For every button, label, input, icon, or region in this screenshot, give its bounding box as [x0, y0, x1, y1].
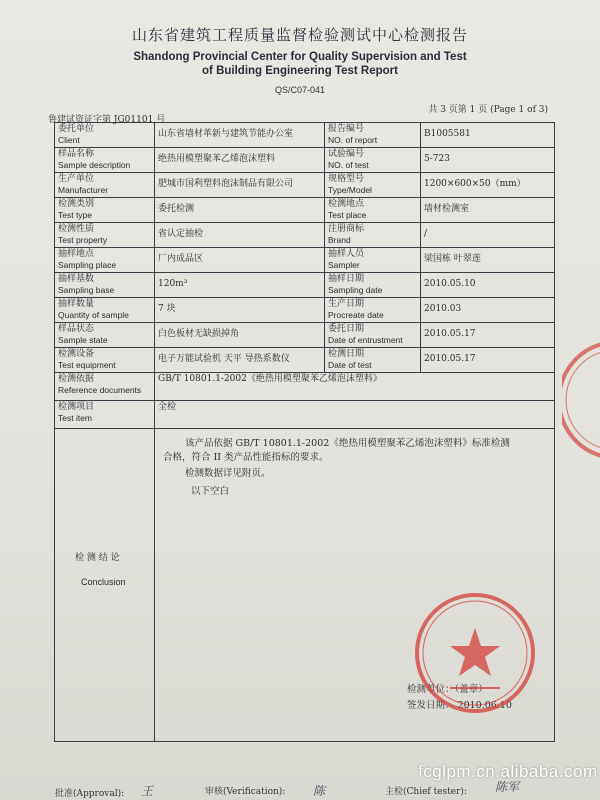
right-label-cn: 抽样日期 — [328, 274, 365, 284]
right-label — [325, 123, 421, 148]
conclusion-label-cn: 检 测 结 论 — [75, 553, 120, 563]
right-value-text: 2010.05.17 — [424, 329, 476, 339]
watermark-text: fcglpm.cn.alibaba.com — [418, 762, 598, 781]
right-label-cn: 抽样人员 — [328, 249, 365, 259]
info-row — [55, 223, 555, 248]
left-label-cn: 抽样地点 — [58, 249, 95, 259]
info-row — [55, 348, 555, 373]
right-value — [421, 148, 555, 173]
info-row — [55, 198, 555, 223]
left-label-cn: 检测设备 — [58, 349, 95, 359]
right-label — [325, 198, 421, 223]
right-label-cn: 规格型号 — [328, 174, 365, 184]
left-value — [155, 298, 325, 323]
left-label — [55, 298, 155, 323]
right-value — [421, 198, 555, 223]
left-label-cn: 生产单位 — [58, 174, 95, 184]
right-value-text: 2010.03 — [424, 304, 462, 314]
right-label — [325, 248, 421, 273]
left-label — [55, 123, 155, 148]
right-label-en: Sampling date — [328, 285, 383, 295]
left-value-text: 省认定抽检 — [158, 229, 204, 239]
info-row — [55, 123, 555, 148]
right-value — [421, 273, 555, 298]
conclusion-label-en: Conclusion — [81, 577, 126, 587]
right-label-cn: 注册商标 — [328, 224, 365, 234]
left-label — [55, 273, 155, 298]
report-title-cn: 山东省建筑工程质量监督检验测试中心检测报告 — [131, 26, 468, 44]
report-title-en-line1: Shandong Provincial Center for Quality Supervision and Test — [133, 51, 467, 63]
left-label-cn: 检测类别 — [58, 199, 95, 209]
right-label — [325, 223, 421, 248]
info-row — [55, 148, 555, 173]
left-value-text: 电子万能试验机 天平 导热系数仪 — [158, 354, 290, 364]
conclusion-line-2: 合格，符合 II 类产品性能指标的要求。 — [163, 452, 329, 463]
right-value — [421, 348, 555, 373]
chief-tester-signature: 陈军 — [495, 780, 520, 794]
left-value — [155, 273, 325, 298]
left-value-text: 绝热用模塑聚苯乙烯泡沫塑料 — [158, 154, 276, 164]
reference-label-en: Reference documents — [58, 385, 142, 395]
right-value-text: 5-723 — [424, 154, 450, 164]
conclusion-line-4: 以下空白 — [191, 486, 230, 497]
conclusion-label — [55, 429, 155, 742]
left-label — [55, 248, 155, 273]
right-value — [421, 123, 555, 148]
right-value-text: B1005581 — [424, 129, 471, 139]
right-label-en: Date of test — [328, 360, 372, 370]
conclusion-line-1: 该产品依据 GB/T 10801.1-2002《绝热用模塑聚苯乙烯泡沫塑料》标准检测 — [185, 438, 510, 449]
right-label-en: Date of entrustment — [328, 335, 403, 345]
test-item-row — [55, 401, 555, 429]
right-label-en: Type/Model — [328, 185, 372, 195]
left-value — [155, 173, 325, 198]
info-row — [55, 323, 555, 348]
official-seal-stamp — [410, 588, 540, 718]
left-label — [55, 223, 155, 248]
test-item-label-cn: 检测项目 — [58, 402, 95, 412]
info-row — [55, 273, 555, 298]
right-value — [421, 248, 555, 273]
left-label-cn: 检测性质 — [58, 224, 95, 234]
left-label-en: Manufacturer — [58, 185, 109, 195]
reference-value: GB/T 10801.1-2002《绝热用模塑聚苯乙烯泡沫塑料》 — [155, 373, 555, 401]
left-label-en: Sample description — [58, 160, 131, 170]
left-value — [155, 148, 325, 173]
right-label-en: Sampler — [328, 260, 360, 270]
test-item-value: 全检 — [155, 401, 555, 429]
right-label-en: Procreate date — [328, 310, 384, 320]
left-value-text: 委托检测 — [158, 204, 195, 214]
right-value — [421, 323, 555, 348]
left-label — [55, 348, 155, 373]
left-label — [55, 148, 155, 173]
verification-signature: 陈 — [313, 784, 326, 798]
approval-label: 批准(Approval): — [55, 789, 125, 799]
right-label-cn: 试验编号 — [328, 149, 365, 159]
right-label — [325, 173, 421, 198]
reference-label — [55, 373, 155, 401]
left-label-en: Sample state — [58, 335, 108, 345]
right-label-cn: 生产日期 — [328, 299, 365, 309]
report-title-en-line2: of Building Engineering Test Report — [202, 65, 398, 77]
left-value — [155, 348, 325, 373]
document-code: QS/C07-041 — [274, 85, 326, 95]
left-value-text: 120m³ — [158, 279, 188, 289]
reference-row — [55, 373, 555, 401]
left-label-cn: 抽样基数 — [58, 274, 95, 284]
seal-star-icon — [450, 628, 500, 676]
left-value — [155, 223, 325, 248]
left-label-en: Client — [58, 135, 80, 145]
left-label-en: Test property — [58, 235, 108, 245]
chief-tester-label: 主检(Chief tester): — [385, 787, 467, 797]
left-value-text: 7 块 — [158, 304, 176, 314]
right-label-cn: 报告编号 — [328, 124, 365, 134]
right-label-en: NO. of test — [328, 160, 369, 170]
right-label — [325, 298, 421, 323]
right-label-cn: 委托日期 — [328, 324, 365, 334]
left-label-cn: 委托单位 — [58, 124, 95, 134]
info-row — [55, 298, 555, 323]
info-row — [55, 173, 555, 198]
right-label — [325, 273, 421, 298]
right-value-text: 2010.05.17 — [424, 354, 476, 364]
page-info: 共 3 页第 1 页 (Page 1 of 3) — [428, 105, 548, 115]
left-value-text: 厂内成品区 — [158, 254, 204, 264]
right-label-cn: 检测日期 — [328, 349, 365, 359]
left-label-cn: 样品状态 — [58, 324, 95, 334]
right-label — [325, 348, 421, 373]
right-value — [421, 298, 555, 323]
testing-unit-seal-label: 检测单位：（盖章） — [407, 684, 488, 695]
left-value — [155, 248, 325, 273]
right-value — [421, 223, 555, 248]
test-item-label — [55, 401, 155, 429]
right-value-text: 墙材检测室 — [424, 204, 470, 214]
left-label-en: Sampling place — [58, 260, 117, 270]
left-label — [55, 173, 155, 198]
edge-seal-stamp — [562, 340, 600, 460]
left-label — [55, 323, 155, 348]
issue-date: 签发日期： 2010.06.10 — [407, 700, 512, 711]
conclusion-line-3: 检测数据详见附页。 — [185, 468, 271, 479]
right-value-text: / — [424, 229, 428, 239]
left-label-en: Test equipment — [58, 360, 116, 370]
right-label-en: Brand — [328, 235, 351, 245]
test-item-label-en: Test item — [58, 413, 93, 423]
left-label-en: Test type — [58, 210, 93, 220]
right-label — [325, 148, 421, 173]
verification-label: 审核(Verification): — [205, 787, 286, 797]
left-value-text: 白色板材无缺损掉角 — [158, 329, 240, 339]
right-value-text: 1200×600×50（mm） — [424, 179, 526, 189]
reference-label-cn: 检测依据 — [58, 374, 95, 384]
left-label-en: Quantity of sample — [58, 310, 129, 320]
left-label — [55, 198, 155, 223]
left-label-en: Sampling base — [58, 285, 115, 295]
info-row — [55, 248, 555, 273]
right-value — [421, 173, 555, 198]
left-value — [155, 123, 325, 148]
right-label-en: NO. of report — [328, 135, 378, 145]
left-value-text: 山东省墙材革新与建筑节能办公室 — [158, 129, 294, 139]
report-title-en — [90, 50, 510, 78]
right-label-en: Test place — [328, 210, 367, 220]
left-value — [155, 323, 325, 348]
right-value-text: 2010.05.10 — [424, 279, 476, 289]
left-value-text: 肥城市国利塑料泡沫制品有限公司 — [158, 179, 294, 189]
right-value-text: 梁国栋 叶翠莲 — [424, 254, 481, 264]
right-label — [325, 323, 421, 348]
left-value — [155, 198, 325, 223]
right-label-cn: 检测地点 — [328, 199, 365, 209]
left-label-cn: 抽样数量 — [58, 299, 95, 309]
approval-signature: 王 — [141, 784, 154, 798]
left-label-cn: 样品名称 — [58, 149, 95, 159]
certificate-number: 鲁建试资证字第 JG01101 号 — [48, 115, 166, 125]
